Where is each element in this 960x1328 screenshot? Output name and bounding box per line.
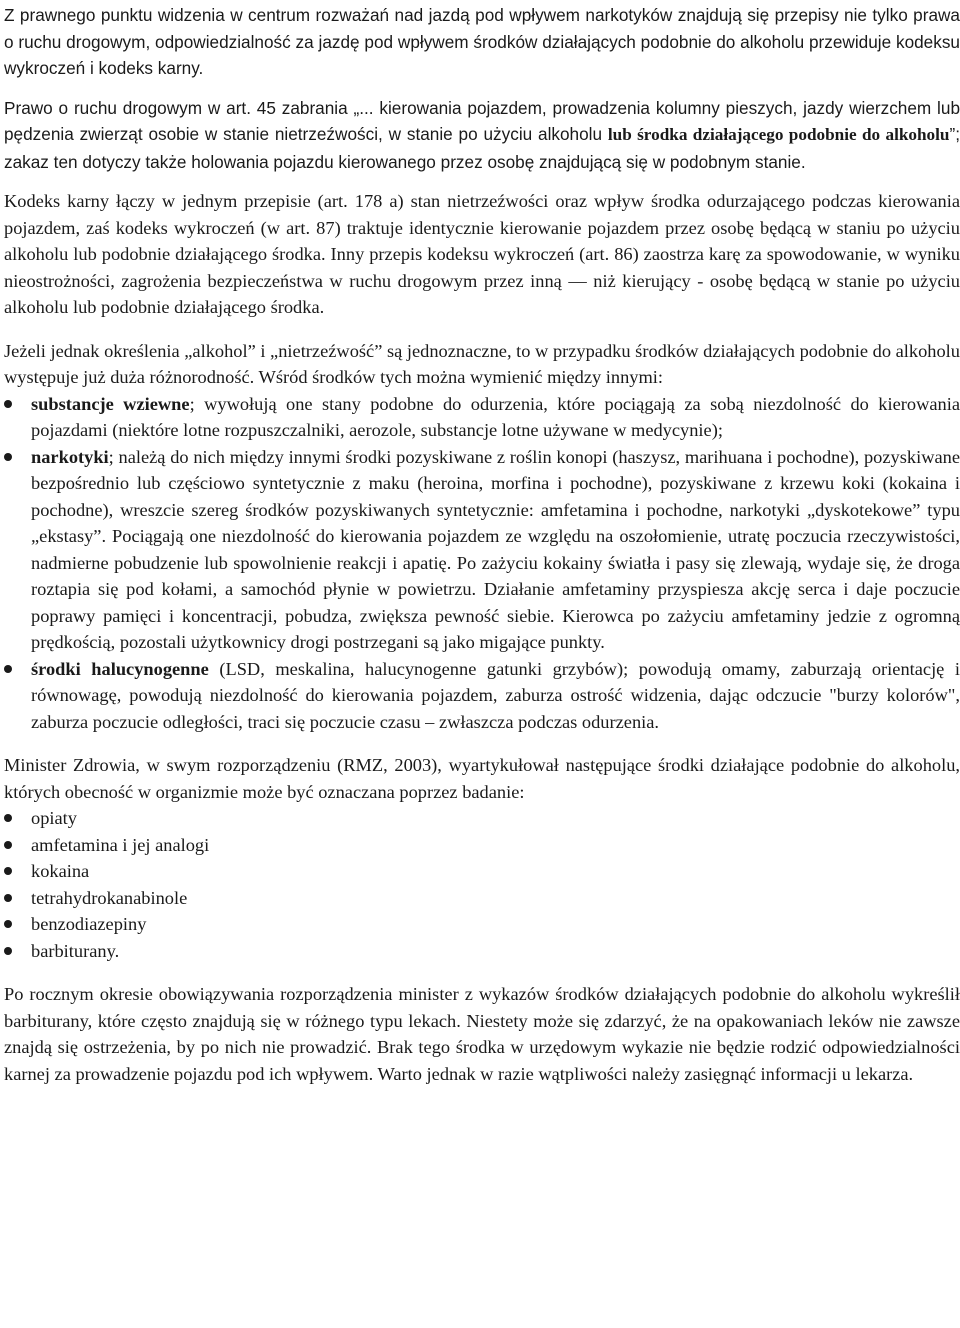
list-item: kokaina: [4, 858, 960, 885]
list-item: tetrahydrokanabinole: [4, 885, 960, 912]
traffic-law-text-end: ”; zakaz ten dotyczy także holowania pojazdu kierowanego przez osobę znajdującą się w podobnym stanie.: [4, 124, 960, 172]
substance-desc: (LSD, meskalina, halucynogenne gatunki grzybów); powodują omamy, zaburzają orientację i równowagę, powodują niezdolność do kierowania pojazdem, zaburza ostrość widzenia, dając odczucie "burzy kolorów", zaburza poczucie odległości, traci się poczucie czasu – zwłaszcza podczas odurzenia.: [31, 658, 960, 732]
substances-list: [4, 391, 960, 736]
tested-substances-list: [4, 805, 960, 964]
paragraph-barbiturates: Po rocznym okresie obowiązywania rozporządzenia minister z wykazów środków działających podobnie do alkoholu wykreślił barbiturany, które często znajdują się w różnego typu lekach. Niestety może się zdarzyć, że na opakowaniach leków nie zawsze znajdą się ostrzeżenia, by po nich nie prowadzić. Brak tego środka w urzędowym wykazie nie będzie rodzić odpowiedzialności karnej za prowadzenie pojazdu pod ich wpływem. Warto jednak w razie wątpliwości należy zasięgnąć informacji u lekarza.: [4, 984, 960, 1084]
list-item: benzodiazepiny: [4, 911, 960, 938]
paragraph-traffic-law: [4, 95, 960, 176]
substance-desc: ; należą do nich między innymi środki pozyskiwane z roślin konopi (haszysz, marihuana i pochodne), pozyskiwane bezpośrednio lub częściowo syntetycznie z maku (heroina, morfina i pochodne), pozyskiwane z krzewu koki (kokaina i pochodne), wreszcie szereg środków pozyskiwanych syntetycznie: amfetamina i pochodne, narkotyki „dyskotekowe” typu „ekstasy”. Pociągają one niezdolność do kierowania pojazdem ze względu na oszołomienie, utratę poczucia rzeczywistości, nadmierne pobudzenie lub spowolnienie reakcji i apatię. Po zażyciu kokainy światła i pasy się zlewają, wydaje się, że droga roztapia się pod kołami, a samochód płynie w powietrzu. Działanie amfetaminy przyspiesza akcję serca i daje poczucie poprawy pamięci i koncentracji, pobudza, zwiększa pewność siebie. Kierowca po zażyciu amfetaminy jedzie z ogromną prędkością, pozostali użytkownicy drogi postrzegani są jako migające punkty.: [31, 446, 960, 652]
traffic-law-text: Prawo o ruchu drogowym w art. 45 zabrania „... kierowania pojazdem, prowadzenia kolumny pieszych, jazdy wierzchem lub pędzenia zwierząt osobie w stanie nietrzeźwości, w stanie po użyciu alkoholu: [4, 97, 960, 144]
substance-desc: ; wywołują one stany podobne do odurzenia, które pociągają za sobą niezdolność do kierowania pojazdami (niektóre lotne rozpuszczalniki, aerozole, substancje lotne używane w medycynie);: [31, 393, 960, 440]
substance-term: substancje wziewne: [31, 393, 190, 414]
list-item: barbiturany.: [4, 938, 960, 965]
substance-term: środki halucynogenne: [31, 658, 209, 679]
paragraph-minister: Minister Zdrowia, w swym rozporządzeniu (RMZ, 2003), wyartykułował następujące środki działające podobnie do alkoholu, których obecność w organizmie może być oznaczana poprzez badanie:: [4, 755, 960, 802]
list-item: [4, 391, 960, 444]
substance-term: narkotyki: [31, 446, 109, 467]
paragraph-criminal-code: Kodeks karny łączy w jednym przepisie (art. 178 a) stan nietrzeźwości oraz wpływ środka odurzającego podczas kierowania pojazdem, zaś kodeks wykroczeń (w art. 87) traktuje identycznie kierowanie pojazdem przez osobę będącą w staniu po użyciu alkoholu lub podobnie działającego środka. Inny przepis kodeksu wykroczeń (art. 86) zaostrza karę za spowodowanie, w wyniku nieostrożności, zagrożenia bezpieczeństwa w ruchu drogowym przez inną — niż kierujący - osobę będącą w stanie po użyciu alkoholu lub podobnie działającego środka.: [4, 191, 960, 317]
list-item: [4, 656, 960, 736]
traffic-law-bold: lub środka działającego podobnie do alkoholu: [607, 125, 950, 144]
list-item: [4, 444, 960, 656]
list-item: opiaty: [4, 805, 960, 832]
paragraph-intro: Z prawnego punktu widzenia w centrum rozważań nad jazdą pod wpływem narkotyków znajdują się przepisy nie tylko prawa o ruchu drogowym, odpowiedzialność za jazdę pod wpływem środków działających podobnie do alkoholu przewiduje kodeksu wykroczeń i kodeks karny.: [4, 5, 960, 78]
list-item: amfetamina i jej analogi: [4, 832, 960, 859]
paragraph-substances-intro: Jeżeli jednak określenia „alkohol” i „nietrzeźwość” są jednoznaczne, to w przypadku środków działających podobnie do alkoholu występuje już duża różnorodność. Wśród środków tych można wymienić między innymi:: [4, 340, 960, 387]
